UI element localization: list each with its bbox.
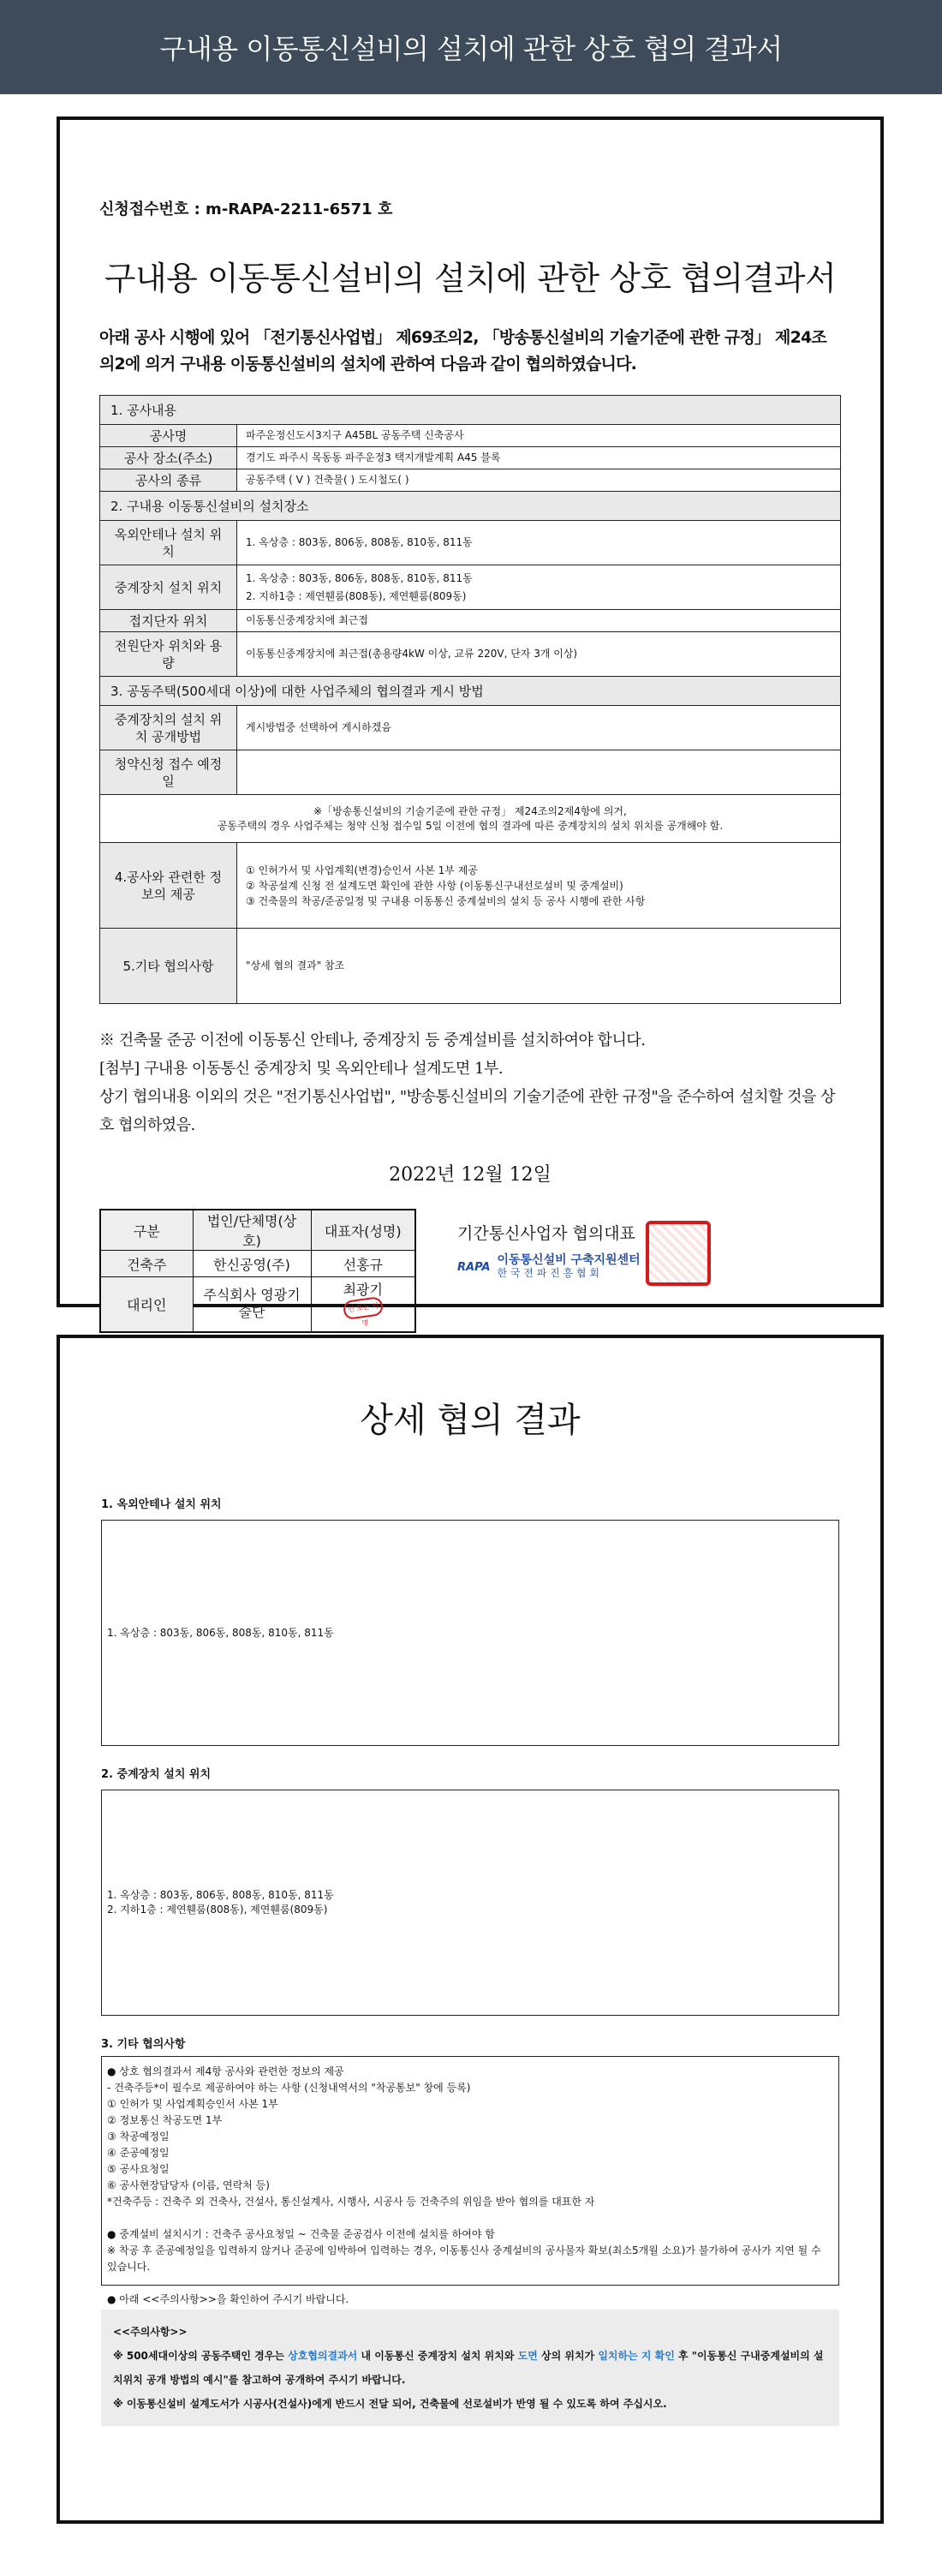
section-4-label: 4.공사와 관련한 정보의 제공 bbox=[100, 843, 237, 929]
application-number: 신청접수번호 : m-RAPA-2211-6571 호 bbox=[99, 200, 393, 218]
ground-terminal-value: 이동통신중계장치에 최근접 bbox=[237, 610, 841, 632]
detail-section-2-line: 1. 옥상층 : 803동, 806동, 808동, 810동, 811동 bbox=[107, 1889, 334, 1901]
carrier-representative-label: 기간통신사업자 협의대표 bbox=[457, 1224, 635, 1243]
disclosure-method-value: 게시방법중 선택하여 게시하겠음 bbox=[237, 706, 841, 750]
subscription-date-label: 청약신청 접수 예정일 bbox=[100, 750, 237, 795]
signature-table bbox=[99, 1209, 416, 1333]
project-type-label: 공사의 종류 bbox=[100, 469, 237, 492]
section-1-heading: 1. 공사내용 bbox=[100, 396, 841, 425]
top-header-bar bbox=[0, 0, 942, 94]
project-name-label: 공사명 bbox=[100, 425, 237, 447]
section-5-label: 5.기타 협의사항 bbox=[100, 929, 237, 1004]
rapa-logo-icon: RAPA bbox=[457, 1260, 491, 1274]
disclosure-method-label: 중계장치의 설치 위치 공개방법 bbox=[100, 706, 237, 750]
section-4-line: ① 인허가서 및 사업계획(변경)승인서 사본 1부 제공 bbox=[246, 864, 478, 876]
detail-section-3-text: ● 상호 협의결과서 제4항 공사와 관련한 정보의 제공 - 건축주등*이 필수로 제공하여야 하는 사항 (신청내역서의 "착공통보" 창에 등록) ① 인허가 및 사업계획승인서 사본 1부 ② 정보통신 착공도면 1부 ③ 착공예정일 ④ 준공예정일 ⑤ 공사요청일 ⑥ 공사현장담당자 (이름, 연락처 등) *건축주등 : 건축주 외 건축사, 건설사, 통신설계사, 시행사, 시공사 등 건축주의 위임을 받아 협의를 대표한 자 ● 중계설비 설치시기 : 건축주 공사요청일 ~ 건축물 준공검사 이전에 설치를 하여야 함 ※ 착공 후 준공예정일을 입력하지 않거나 준공에 임박하여 입력하는 경우, 이동통신사 중계설비의 공사물자 확보(최소5개월 소요)가 불가하여 공사가 지연 될 수 있습니다. ● 아래 <<주의사항>>을 확인하여 주시기 바랍니다. bbox=[107, 2065, 821, 2305]
agreement-table bbox=[99, 395, 841, 1004]
detail-title: 상세 협의 결과 bbox=[360, 1401, 581, 1440]
relay-location-line: 2. 지하1층 : 제연휀룸(808동), 제연휀룸(809동) bbox=[246, 589, 467, 602]
builder-org: 한신공영(주) bbox=[193, 1251, 311, 1277]
rapa-association-name: 한 국 전 파 진 흥 협 회 bbox=[497, 1267, 599, 1279]
closing-note: [첨부] 구내용 이동통신 중계장치 및 옥외안테나 설계도면 1부. bbox=[99, 1060, 504, 1078]
agent-rep: 최광기 bbox=[343, 1282, 383, 1299]
project-type-value: 공동주택 ( V ) 건축물( ) 도시철도( ) bbox=[237, 469, 841, 492]
builder-rep: 선홍규 bbox=[311, 1251, 415, 1277]
caution-highlight: 일치하는 지 확인 bbox=[598, 2350, 675, 2362]
outdoor-antenna-label: 옥외안테나 설치 위치 bbox=[100, 521, 237, 565]
regulation-note bbox=[100, 795, 841, 843]
regulation-note-line: 공동주택의 경우 사업주체는 청약 신청 접수일 5일 이전에 협의 결과에 따른 중계장치의 설치 위치를 공개해야 함. bbox=[217, 819, 724, 832]
agreement-sheet bbox=[57, 117, 884, 1328]
sign-header: 구분 bbox=[100, 1210, 193, 1251]
intro-paragraph: 아래 공사 시행에 있어 「전기통신사업법」 제69조의2, 「방송통신설비의 기술기준에 관한 규정」 제24조의2에 의거 구내용 이동통신설비의 설치에 관하여 다음과 같이 협의하였습니다. bbox=[99, 328, 826, 374]
closing-note: 상기 협의내용 이외의 것은 "전기통신사업법", "방송통신설비의 기술기준에 관한 규정"을 준수하여 설치할 것을 상호 협의하였음. bbox=[99, 1088, 835, 1134]
power-terminal-value: 이동통신중계장치에 최근접(총용량4kW 이상, 교류 220V, 단자 3개 이상) bbox=[237, 632, 841, 677]
ground-terminal-label: 접지단자 위치 bbox=[100, 610, 237, 632]
official-seal-icon bbox=[646, 1221, 711, 1286]
detail-sheet bbox=[57, 1335, 884, 2524]
signature-area bbox=[99, 1209, 841, 1333]
detail-section-3-label: 3. 기타 협의사항 bbox=[101, 2038, 186, 2051]
closing-note: ※ 건축물 준공 이전에 이동통신 안테나, 중계장치 등 중계설비를 설치하여야 합니다. bbox=[99, 1031, 646, 1049]
section-4-line: ② 착공설계 신청 전 설계도면 확인에 관한 사항 (이동통신구내선로설비 및 중계설비) bbox=[246, 879, 623, 892]
detail-section-3-box bbox=[101, 2056, 839, 2305]
builder-role: 건축주 bbox=[100, 1251, 193, 1277]
section-4-line: ③ 건축물의 착공/준공일정 및 구내용 이동통신 중계설비의 설치 등 공사 시행에 관한 사항 bbox=[246, 894, 646, 907]
detail-section-2-label: 2. 중계장치 설치 위치 bbox=[101, 1768, 212, 1781]
agent-org: 주식회사 영광기술단 bbox=[193, 1277, 311, 1332]
detail-section-1-box bbox=[101, 1520, 839, 1746]
detail-section-2-box bbox=[101, 1790, 839, 2016]
power-terminal-label: 전원단자 위치와 용량 bbox=[100, 632, 237, 677]
agreement-date: 2022년 12월 12일 bbox=[389, 1164, 551, 1186]
section-4-value bbox=[237, 843, 841, 929]
agent-seal-stamp: 인 또는 서명 bbox=[342, 1296, 384, 1320]
project-name-value: 파주운정신도시3지구 A45BL 공동주택 신축공사 bbox=[237, 425, 841, 447]
section-3-heading: 3. 공동주택(500세대 이상)에 대한 사업주체의 협의결과 게시 방법 bbox=[100, 677, 841, 706]
subscription-date-value bbox=[237, 750, 841, 795]
caution-text: ※ 500세대이상의 공동주택인 경우는 bbox=[113, 2350, 289, 2362]
carrier-representative bbox=[457, 1221, 706, 1280]
agent-rep-cell bbox=[311, 1277, 415, 1332]
relay-location-line: 1. 옥상층 : 803동, 806동, 808동, 810동, 811동 bbox=[246, 571, 473, 584]
detail-section-1-label: 1. 옥외안테나 설치 위치 bbox=[101, 1498, 222, 1511]
section-5-value: "상세 협의 결과" 참조 bbox=[237, 929, 841, 1004]
detail-section-2-line: 2. 지하1층 : 제연휀룸(808동), 제연휀룸(809동) bbox=[107, 1904, 328, 1916]
caution-highlight: 상호협의결과서 bbox=[288, 2350, 358, 2362]
page-header-title: 구내용 이동통신설비의 설치에 관한 상호 협의 결과서 bbox=[159, 33, 783, 65]
outdoor-antenna-value: 1. 옥상층 : 803동, 806동, 808동, 810동, 811동 bbox=[237, 521, 841, 565]
detail-section-1-value: 1. 옥상층 : 803동, 806동, 808동, 810동, 811동 bbox=[107, 1626, 334, 1639]
closing-notes bbox=[99, 1026, 841, 1139]
section-2-heading: 2. 구내용 이동통신설비의 설치장소 bbox=[100, 492, 841, 521]
rapa-text bbox=[497, 1254, 640, 1280]
caution-text: 상의 위치가 bbox=[537, 2350, 599, 2362]
caution-title: <<주의사항>> bbox=[113, 2326, 188, 2338]
caution-text: 내 이동통신 중계장치 설치 위치와 bbox=[357, 2350, 518, 2362]
caution-line-1 bbox=[113, 2344, 827, 2392]
relay-location-value bbox=[237, 565, 841, 610]
caution-text: 후 "이동통신 구내중계설비의 설치위치 공개 방법의 예시"를 참고하여 공개하여 주시기 바랍니다. bbox=[113, 2350, 824, 2386]
caution-notice bbox=[101, 2310, 839, 2426]
sign-header: 법인/단체명(상호) bbox=[193, 1210, 311, 1251]
caution-highlight: 도면 bbox=[517, 2350, 538, 2362]
regulation-note-line: ※「방송통신설비의 기술기준에 관한 규정」 제24조의2제4항에 의거, bbox=[313, 804, 627, 817]
sign-header: 대표자(성명) bbox=[311, 1210, 415, 1251]
document-title: 구내용 이동통신설비의 설치에 관한 상호 협의결과서 bbox=[104, 260, 837, 297]
caution-line-2: ※ 이동통신설비 설계도서가 시공사(건설사)에게 반드시 전달 되어, 건축물에 선로설비가 반영 될 수 있도록 하여 주십시오. bbox=[113, 2398, 667, 2410]
project-address-label: 공사 장소(주소) bbox=[100, 447, 237, 469]
project-address-value: 경기도 파주시 목동동 파주운정3 택지개발계획 A45 블록 bbox=[237, 447, 841, 469]
rapa-center-name: 이동통신설비 구축지원센터 bbox=[497, 1253, 641, 1267]
agent-role: 대리인 bbox=[100, 1277, 193, 1332]
relay-location-label: 중계장치 설치 위치 bbox=[100, 565, 237, 610]
